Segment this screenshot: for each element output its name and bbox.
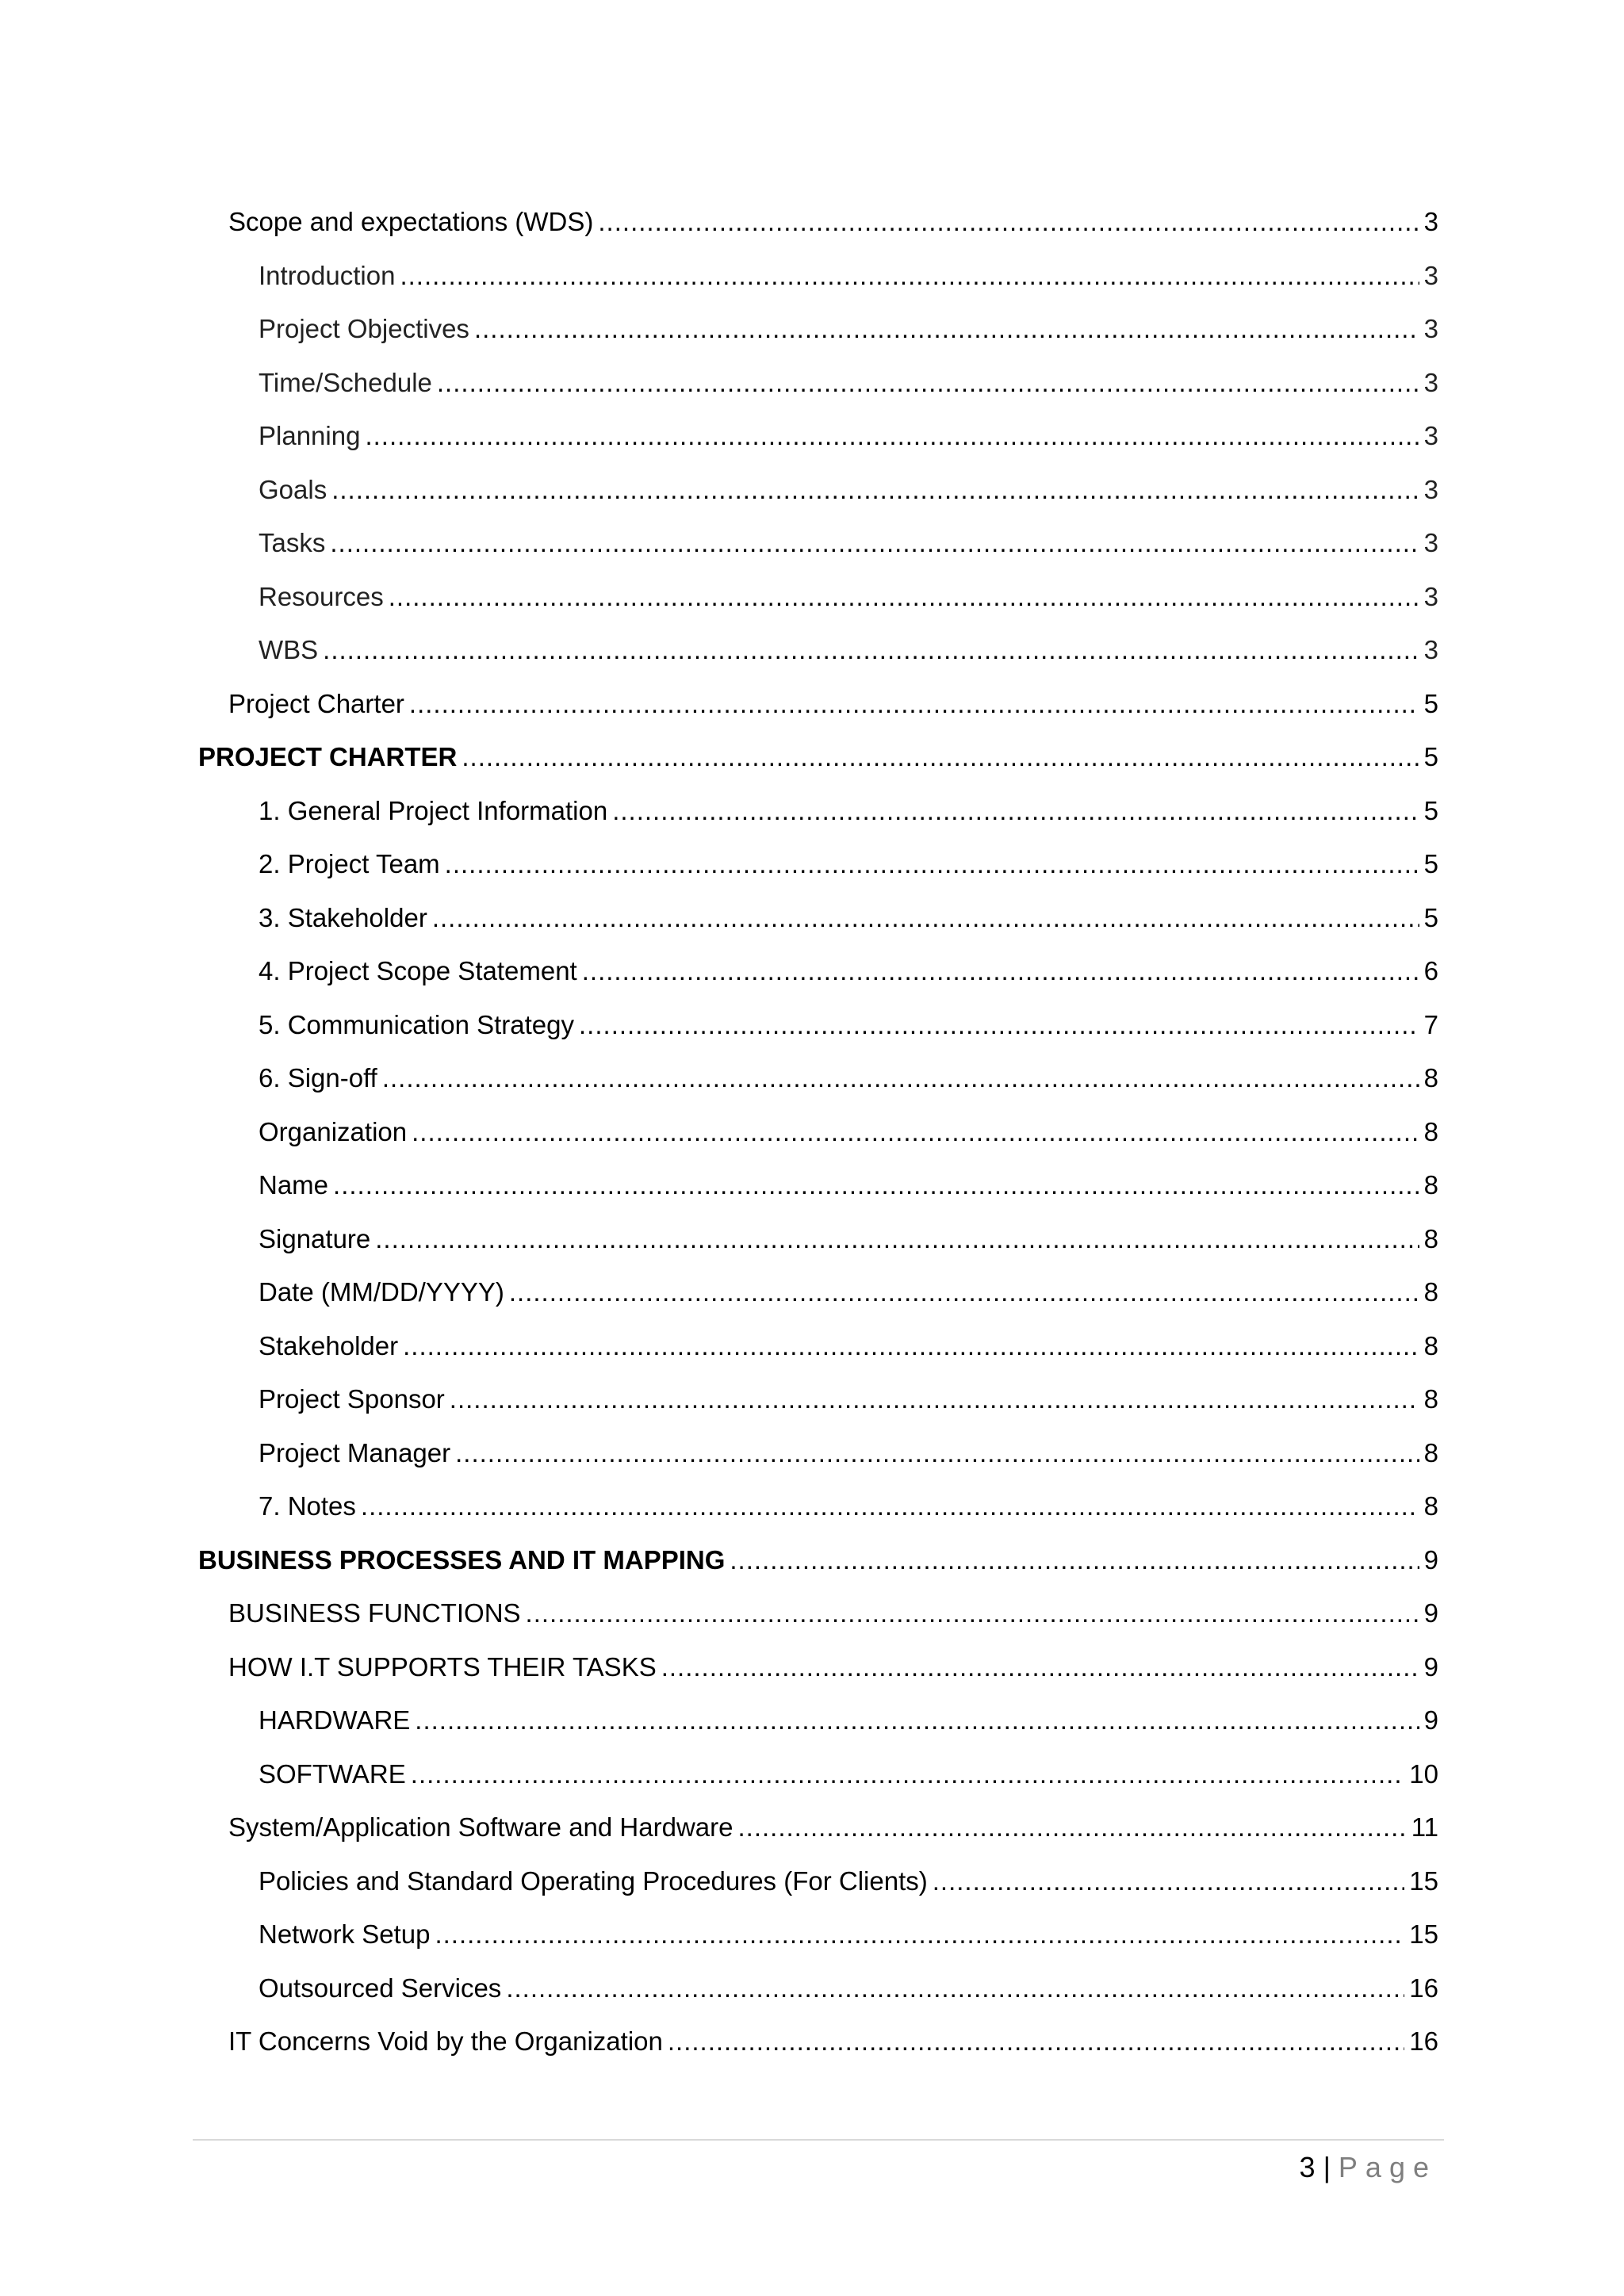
toc-entry-page-number: 5 [1423, 795, 1438, 825]
toc-entry-title: System/Application Software and Hardware [228, 1812, 733, 1842]
toc-dot-leader [455, 1426, 1419, 1480]
toc-entry-title: Date (MM/DD/YYYY) [259, 1277, 504, 1307]
toc-entry-title: Signature [259, 1223, 371, 1253]
toc-entry[interactable] [198, 249, 1438, 303]
toc-entry-title: BUSINESS FUNCTIONS [228, 1598, 521, 1628]
toc-dot-leader [598, 195, 1419, 249]
toc-entry-title: Project Manager [259, 1437, 451, 1468]
toc-entry-title: Project Sponsor [259, 1384, 445, 1414]
toc-entry-title: HOW I.T SUPPORTS THEIR TASKS [228, 1651, 657, 1682]
toc-entry-page-number: 8 [1423, 1063, 1438, 1093]
toc-dot-leader [450, 1372, 1419, 1426]
toc-entry[interactable] [198, 570, 1438, 624]
toc-entry-page-number: 5 [1423, 902, 1438, 932]
toc-entry-page-number: 3 [1423, 421, 1438, 450]
toc-dot-leader [403, 1319, 1419, 1373]
toc-entry-page-number: 15 [1409, 1866, 1438, 1896]
toc-entry[interactable] [198, 409, 1438, 463]
toc-entry-title: HARDWARE [259, 1705, 411, 1735]
toc-entry-page-number: 9 [1423, 1705, 1438, 1735]
toc-entry-page-number: 8 [1423, 1491, 1438, 1521]
toc-entry-title: 6. Sign-off [259, 1063, 377, 1093]
toc-entry-page-number: 8 [1423, 1437, 1438, 1468]
toc-dot-leader [365, 409, 1419, 463]
page-footer [1300, 2144, 1437, 2191]
toc-entry[interactable] [198, 195, 1438, 249]
footer-separator: | [1323, 2151, 1331, 2183]
toc-entry-title: Planning [259, 421, 361, 450]
toc-entry-title: Project Objectives [259, 314, 469, 343]
toc-dot-leader [330, 516, 1419, 570]
toc-entry[interactable] [198, 302, 1438, 356]
toc-dot-leader [612, 784, 1419, 838]
toc-entry-title: Time/Schedule [259, 367, 432, 397]
toc-entry-title: Resources [259, 581, 384, 611]
toc-entry-page-number: 5 [1423, 742, 1438, 771]
toc-dot-leader [668, 2015, 1404, 2068]
toc-entry-title: 1. General Project Information [259, 795, 608, 825]
toc-dot-leader [435, 1908, 1404, 1961]
toc-entry-page-number: 3 [1423, 367, 1438, 397]
toc-entry-title: Introduction [259, 260, 396, 290]
toc-entry[interactable] [198, 891, 1438, 945]
toc-entry[interactable] [198, 1479, 1438, 1533]
toc-entry[interactable] [198, 784, 1438, 838]
toc-entry-page-number: 3 [1423, 207, 1438, 236]
toc-entry-page-number: 6 [1423, 956, 1438, 985]
toc-entry-title: 5. Communication Strategy [259, 1009, 575, 1039]
toc-entry-title: Organization [259, 1116, 408, 1146]
toc-dot-leader [333, 1158, 1419, 1212]
toc-entry-title: Tasks [259, 528, 326, 557]
toc-entry[interactable] [198, 1747, 1438, 1801]
toc-entry[interactable] [198, 1961, 1438, 2015]
toc-entry-page-number: 5 [1423, 688, 1438, 718]
toc-entry-title: SOFTWARE [259, 1758, 406, 1789]
toc-entry-page-number: 3 [1423, 260, 1438, 290]
toc-dot-leader [389, 570, 1419, 624]
toc-dot-leader [933, 1854, 1405, 1908]
toc-entry-page-number: 9 [1423, 1544, 1438, 1575]
toc-entry-page-number: 3 [1423, 528, 1438, 557]
toc-entry-title: BUSINESS PROCESSES AND IT MAPPING [198, 1544, 726, 1575]
toc-entry-page-number: 3 [1423, 635, 1438, 664]
toc-entry-page-number: 8 [1423, 1330, 1438, 1360]
toc-entry-title: Scope and expectations (WDS) [228, 207, 594, 236]
toc-entry-title: Policies and Standard Operating Procedures (For Clients) [259, 1866, 928, 1896]
toc-dot-leader [382, 1051, 1419, 1105]
toc-entry-title: PROJECT CHARTER [198, 742, 458, 771]
toc-entry-page-number: 16 [1409, 1973, 1438, 2003]
toc-entry[interactable] [198, 837, 1438, 891]
toc-entry[interactable] [198, 944, 1438, 998]
table-of-contents [198, 195, 1438, 2068]
toc-entry[interactable] [198, 1372, 1438, 1426]
toc-entry[interactable] [198, 677, 1438, 731]
toc-entry[interactable] [198, 998, 1438, 1052]
toc-dot-leader [474, 302, 1419, 356]
toc-dot-leader [509, 1265, 1419, 1319]
toc-dot-leader [730, 1533, 1419, 1587]
toc-dot-leader [445, 837, 1419, 891]
toc-dot-leader [412, 1105, 1419, 1159]
toc-entry-title: Name [259, 1170, 329, 1200]
toc-dot-leader [579, 998, 1419, 1052]
toc-dot-leader [737, 1800, 1406, 1854]
footer-divider [193, 2139, 1444, 2141]
toc-entry[interactable] [198, 1051, 1438, 1105]
toc-dot-leader [375, 1212, 1419, 1266]
toc-entry-title: Network Setup [259, 1919, 431, 1949]
footer-page-number: 3 [1299, 2151, 1316, 2183]
toc-entry-page-number: 8 [1423, 1223, 1438, 1253]
toc-entry-title: 7. Notes [259, 1491, 356, 1521]
toc-entry-page-number: 8 [1423, 1170, 1438, 1200]
toc-entry[interactable] [198, 356, 1438, 410]
toc-entry[interactable] [198, 2015, 1438, 2068]
toc-entry-page-number: 8 [1423, 1384, 1438, 1414]
toc-entry-page-number: 5 [1423, 849, 1438, 878]
toc-dot-leader [506, 1961, 1404, 2015]
toc-entry-title: Project Charter [228, 688, 404, 718]
toc-entry-title: Stakeholder [259, 1330, 399, 1360]
toc-entry-page-number: 16 [1409, 2026, 1438, 2056]
toc-entry[interactable] [198, 463, 1438, 517]
toc-entry-title: 2. Project Team [259, 849, 440, 878]
toc-entry-title: IT Concerns Void by the Organization [228, 2026, 663, 2056]
toc-entry[interactable] [198, 1265, 1438, 1319]
toc-entry[interactable] [198, 1158, 1438, 1212]
toc-dot-leader [661, 1640, 1419, 1694]
toc-entry[interactable] [198, 1854, 1438, 1908]
toc-entry[interactable] [198, 1533, 1438, 1587]
toc-entry-title: 3. Stakeholder [259, 902, 427, 932]
toc-entry[interactable] [198, 1693, 1438, 1747]
toc-entry-title: 4. Project Scope Statement [259, 956, 577, 985]
toc-entry-page-number: 15 [1409, 1919, 1438, 1949]
toc-entry[interactable] [198, 1908, 1438, 1961]
toc-dot-leader [323, 623, 1419, 677]
toc-entry-page-number: 8 [1423, 1277, 1438, 1307]
toc-entry-title: Goals [259, 474, 327, 504]
toc-entry-page-number: 11 [1411, 1812, 1438, 1842]
toc-dot-leader [400, 249, 1419, 303]
toc-dot-leader [415, 1693, 1419, 1747]
toc-entry-page-number: 3 [1423, 581, 1438, 611]
toc-entry[interactable] [198, 730, 1438, 784]
toc-entry-title: Outsourced Services [259, 1973, 502, 2003]
toc-dot-leader [361, 1479, 1419, 1533]
toc-entry-page-number: 3 [1423, 474, 1438, 504]
toc-entry-page-number: 7 [1423, 1009, 1438, 1039]
toc-entry[interactable] [198, 1586, 1438, 1640]
toc-entry[interactable] [198, 1105, 1438, 1159]
toc-entry[interactable] [198, 1319, 1438, 1373]
toc-dot-leader [462, 730, 1419, 784]
toc-entry-page-number: 10 [1409, 1758, 1438, 1789]
toc-dot-leader [411, 1747, 1405, 1801]
toc-entry-page-number: 9 [1423, 1598, 1438, 1628]
toc-entry[interactable] [198, 623, 1438, 677]
toc-entry[interactable] [198, 1212, 1438, 1266]
toc-dot-leader [582, 944, 1419, 998]
toc-dot-leader [331, 463, 1419, 517]
toc-dot-leader [526, 1586, 1419, 1640]
footer-page-label: Page [1338, 2151, 1437, 2183]
toc-dot-leader [432, 891, 1419, 945]
toc-entry[interactable] [198, 1800, 1438, 1854]
toc-entry[interactable] [198, 516, 1438, 570]
toc-entry[interactable] [198, 1640, 1438, 1694]
toc-entry-page-number: 9 [1423, 1651, 1438, 1682]
toc-dot-leader [409, 677, 1419, 731]
toc-entry-page-number: 8 [1423, 1116, 1438, 1146]
toc-dot-leader [437, 356, 1419, 410]
toc-entry-title: WBS [259, 635, 319, 664]
toc-entry-page-number: 3 [1423, 314, 1438, 343]
toc-entry[interactable] [198, 1426, 1438, 1480]
